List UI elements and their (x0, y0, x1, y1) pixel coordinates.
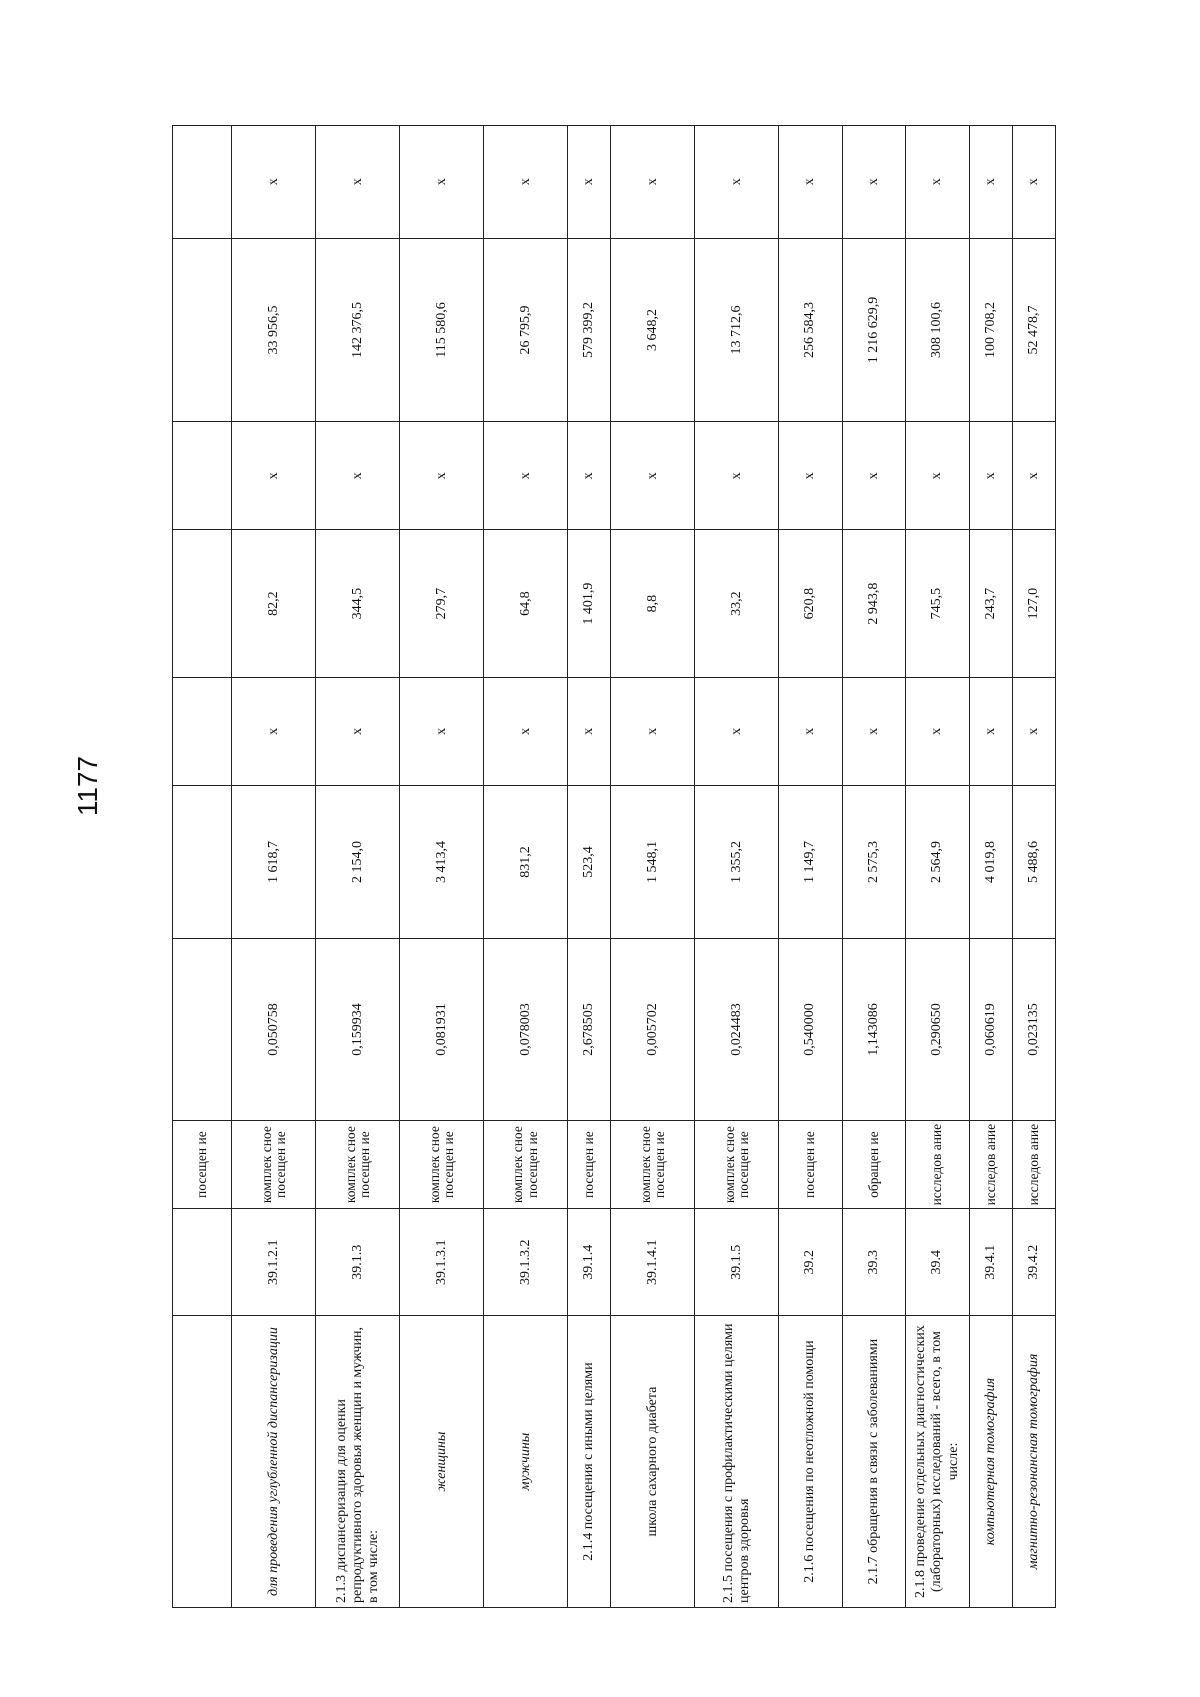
annual-cost: 579 399,2 (568, 238, 611, 422)
header-cell (173, 238, 232, 422)
cost-per-unit: 2 575,3 (842, 785, 906, 938)
unit-of-measure: комплек сное посещен ие (316, 1120, 400, 1209)
cell-x: х (232, 677, 316, 785)
row-code: 39.1.2.1 (232, 1209, 316, 1316)
cell-x: х (484, 126, 568, 239)
cell-x: х (1012, 677, 1055, 785)
row-code: 39.1.4 (568, 1209, 611, 1316)
table-container (172, 125, 1056, 1608)
cost-per-unit: 1 618,7 (232, 785, 316, 938)
service-name: 2.1.7 обращения в связи с заболеваниями (842, 1316, 906, 1608)
service-name: мужчины (484, 1316, 568, 1608)
cell-x: х (316, 126, 400, 239)
cell-x: х (568, 677, 611, 785)
header-cell (173, 126, 232, 239)
row-code: 39.1.3.2 (484, 1209, 568, 1316)
cost-per-unit: 1 355,2 (695, 785, 779, 938)
cost-per-unit: 1 548,1 (611, 785, 695, 938)
row-code: 39.4.1 (969, 1209, 1012, 1316)
unit-of-measure: комплек сное посещен ие (484, 1120, 568, 1209)
unit-of-measure: исследов ание (906, 1120, 970, 1209)
rotated-table (172, 125, 1056, 1608)
header-cell: посещен ие (173, 1120, 232, 1209)
unit-of-measure: посещен ие (779, 1120, 843, 1209)
table-row (484, 126, 568, 1608)
header-cell (173, 422, 232, 530)
row-code: 39.3 (842, 1209, 906, 1316)
per-capita-norm: 64,8 (484, 530, 568, 678)
annual-cost: 100 708,2 (969, 238, 1012, 422)
per-capita-norm: 8,8 (611, 530, 695, 678)
header-cell (173, 677, 232, 785)
cell-x: х (400, 677, 484, 785)
table-row (611, 126, 695, 1608)
per-capita-norm: 1 401,9 (568, 530, 611, 678)
cell-x: х (906, 126, 970, 239)
unit-of-measure: комплек сное посещен ие (232, 1120, 316, 1209)
unit-of-measure: комплек сное посещен ие (611, 1120, 695, 1209)
volume-norm: 0,540000 (779, 939, 843, 1121)
cell-x: х (400, 126, 484, 239)
cell-x: х (779, 126, 843, 239)
cell-x: х (969, 422, 1012, 530)
per-capita-norm: 2 943,8 (842, 530, 906, 678)
table-row (232, 126, 316, 1608)
volume-norm: 0,060619 (969, 939, 1012, 1121)
per-capita-norm: 344,5 (316, 530, 400, 678)
service-name: женщины (400, 1316, 484, 1608)
service-name: для проведения углубленной диспансеризации (232, 1316, 316, 1608)
annual-cost: 26 795,9 (484, 238, 568, 422)
cell-x: х (611, 677, 695, 785)
volume-norm: 2,678505 (568, 939, 611, 1121)
cell-x: х (842, 677, 906, 785)
volume-norm: 1,143086 (842, 939, 906, 1121)
table-row (316, 126, 400, 1608)
per-capita-norm: 82,2 (232, 530, 316, 678)
cell-x: х (484, 422, 568, 530)
cell-x: х (695, 677, 779, 785)
service-name: 2.1.4 посещения с иными целями (568, 1316, 611, 1608)
cell-x: х (695, 126, 779, 239)
annual-cost: 256 584,3 (779, 238, 843, 422)
cell-x: х (484, 677, 568, 785)
volume-norm: 0,290650 (906, 939, 970, 1121)
per-capita-norm: 243,7 (969, 530, 1012, 678)
cell-x: х (842, 126, 906, 239)
cell-x: х (568, 422, 611, 530)
volume-norm: 0,005702 (611, 939, 695, 1121)
table-row (1012, 126, 1055, 1608)
row-code: 39.4 (906, 1209, 970, 1316)
volume-norm: 0,159934 (316, 939, 400, 1121)
service-name: школа сахарного диабета (611, 1316, 695, 1608)
cell-x: х (969, 677, 1012, 785)
per-capita-norm: 745,5 (906, 530, 970, 678)
row-code: 39.2 (779, 1209, 843, 1316)
unit-of-measure: комплек сное посещен ие (695, 1120, 779, 1209)
row-code: 39.4.2 (1012, 1209, 1055, 1316)
cell-x: х (842, 422, 906, 530)
row-code: 39.1.5 (695, 1209, 779, 1316)
cost-per-unit: 3 413,4 (400, 785, 484, 938)
page-number: 1177 (72, 755, 103, 817)
table-row (695, 126, 779, 1608)
per-capita-norm: 620,8 (779, 530, 843, 678)
cell-x: х (568, 126, 611, 239)
table-row (779, 126, 843, 1608)
unit-of-measure: комплек сное посещен ие (400, 1120, 484, 1209)
unit-of-measure: исследов ание (969, 1120, 1012, 1209)
volume-norm: 0,081931 (400, 939, 484, 1121)
row-code: 39.1.3 (316, 1209, 400, 1316)
cost-per-unit: 4 019,8 (969, 785, 1012, 938)
cost-per-unit: 5 488,6 (1012, 785, 1055, 938)
unit-of-measure: исследов ание (1012, 1120, 1055, 1209)
cell-x: х (316, 422, 400, 530)
table-row (906, 126, 970, 1608)
annual-cost: 308 100,6 (906, 238, 970, 422)
cell-x: х (611, 422, 695, 530)
annual-cost: 52 478,7 (1012, 238, 1055, 422)
cell-x: х (1012, 422, 1055, 530)
table-body (173, 126, 1056, 1608)
cell-x: х (316, 677, 400, 785)
cell-x: х (1012, 126, 1055, 239)
header-cell (173, 1209, 232, 1316)
unit-of-measure: посещен ие (568, 1120, 611, 1209)
per-capita-norm: 279,7 (400, 530, 484, 678)
annual-cost: 33 956,5 (232, 238, 316, 422)
row-code: 39.1.4.1 (611, 1209, 695, 1316)
tariff-table (172, 125, 1056, 1608)
table-row (969, 126, 1012, 1608)
table-row (568, 126, 611, 1608)
table-row (842, 126, 906, 1608)
service-name: 2.1.6 посещения по неотложной помощи (779, 1316, 843, 1608)
annual-cost: 142 376,5 (316, 238, 400, 422)
row-code: 39.1.3.1 (400, 1209, 484, 1316)
cost-per-unit: 831,2 (484, 785, 568, 938)
cell-x: х (906, 677, 970, 785)
cost-per-unit: 2 564,9 (906, 785, 970, 938)
header-cell (173, 785, 232, 938)
annual-cost: 3 648,2 (611, 238, 695, 422)
per-capita-norm: 33,2 (695, 530, 779, 678)
volume-norm: 0,050758 (232, 939, 316, 1121)
cost-per-unit: 1 149,7 (779, 785, 843, 938)
cell-x: х (779, 422, 843, 530)
cell-x: х (906, 422, 970, 530)
cell-x: х (232, 126, 316, 239)
cell-x: х (611, 126, 695, 239)
header-cell (173, 1316, 232, 1608)
service-name: магнитно-резонансная томография (1012, 1316, 1055, 1608)
header-cell (173, 939, 232, 1121)
table-header-row (173, 126, 232, 1608)
annual-cost: 1 216 629,9 (842, 238, 906, 422)
cell-x: х (779, 677, 843, 785)
cell-x: х (969, 126, 1012, 239)
cell-x: х (695, 422, 779, 530)
volume-norm: 0,024483 (695, 939, 779, 1121)
cell-x: х (400, 422, 484, 530)
cell-x: х (232, 422, 316, 530)
service-name: 2.1.3 диспансеризация для оценки репродуктивного здоровья женщин и мужчин, в том числе: (316, 1316, 400, 1608)
volume-norm: 0,078003 (484, 939, 568, 1121)
service-name: 2.1.8 проведение отдельных диагностических (лабораторных) исследований - всего, в том числе: (906, 1316, 970, 1608)
service-name: компьютерная томография (969, 1316, 1012, 1608)
annual-cost: 115 580,6 (400, 238, 484, 422)
cost-per-unit: 523,4 (568, 785, 611, 938)
cost-per-unit: 2 154,0 (316, 785, 400, 938)
annual-cost: 13 712,6 (695, 238, 779, 422)
volume-norm: 0,023135 (1012, 939, 1055, 1121)
unit-of-measure: обращен ие (842, 1120, 906, 1209)
table-row (400, 126, 484, 1608)
per-capita-norm: 127,0 (1012, 530, 1055, 678)
service-name: 2.1.5 посещения с профилактическими целями центров здоровья (695, 1316, 779, 1608)
header-cell (173, 530, 232, 678)
